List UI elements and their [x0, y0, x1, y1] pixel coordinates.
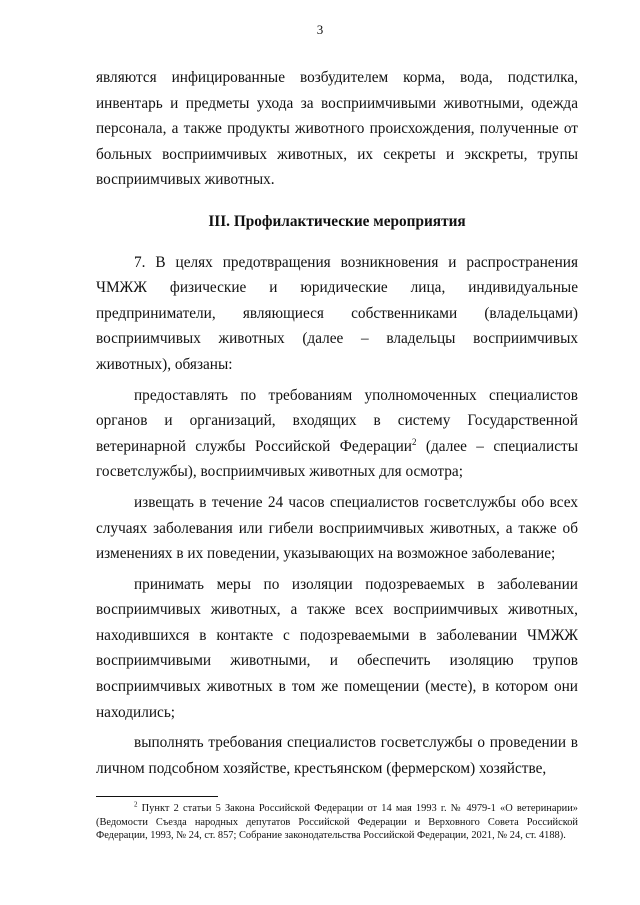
- section-heading: III. Профилактические мероприятия: [208, 212, 466, 230]
- footnote-text: [96, 802, 578, 843]
- duty-isolate: принимать меры по изоляции подозреваемых в заболевании восприимчивых животных, а также всех восприимчивых животных, находившихся в контакте с подозреваемыми в заболевании ЧМЖЖ восприимчивыми животными, и обеспечить изоляцию трупов восприимчивых животных в том же помещении (месте), в котором они находились;: [96, 575, 578, 721]
- duty-provide-animals-text: предоставлять по требованиям уполномоченных специалистов органов и организаций, входящих в систему Государственной ветеринарной службы Российской Федерации: [96, 386, 578, 455]
- footnote: [96, 802, 578, 843]
- footnote-divider: [96, 796, 218, 797]
- page-number: 3: [316, 22, 324, 37]
- intro-paragraph: являются инфицированные возбудителем корма, вода, подстилка, инвентарь и предметы ухода за восприимчивыми животными, одежда персонала, а также продукты животного происхождения, полученные от больных восприимчивых животных, их секреты и экскреты, трупы восприимчивых животных.: [96, 69, 578, 189]
- document-body: [96, 65, 578, 781]
- footnote-marker: 2: [134, 800, 138, 809]
- duty-provide-animals-continuation: (далее – специалисты госветслужбы), восприимчивых животных для осмотра;: [96, 437, 578, 481]
- duty-provide-animals: [96, 383, 578, 485]
- paragraph-7: 7. В целях предотвращения возникновения и распространения ЧМЖЖ физические и юридические лица, индивидуальные предприниматели, являющиеся собственниками (владельцами) восприимчивых животных (далее – владельцы восприимчивых животных), обязаны:: [96, 253, 578, 373]
- duty-notify: извещать в течение 24 часов специалистов госветслужбы обо всех случаях заболевания или гибели восприимчивых животных, а также об изменениях в их поведении, указывающих на возможное заболевание;: [96, 493, 578, 563]
- footnote-body: Пункт 2 статьи 5 Закона Российской Федерации от 14 мая 1993 г. № 4979-1 «О ветеринарии» (Ведомости Съезда народных депутатов Российской Федерации и Верховного Совета Российской Федерации, 1993, № 24, ст. 857; Собрание законодательства Российской Федерации, 2021, № 24, ст. 4188).: [96, 803, 578, 842]
- footnote-reference: 2: [412, 436, 417, 447]
- duty-comply: выполнять требования специалистов госветслужбы о проведении в личном подсобном хозяйстве, крестьянском (фермерском) хозяйстве,: [96, 734, 578, 777]
